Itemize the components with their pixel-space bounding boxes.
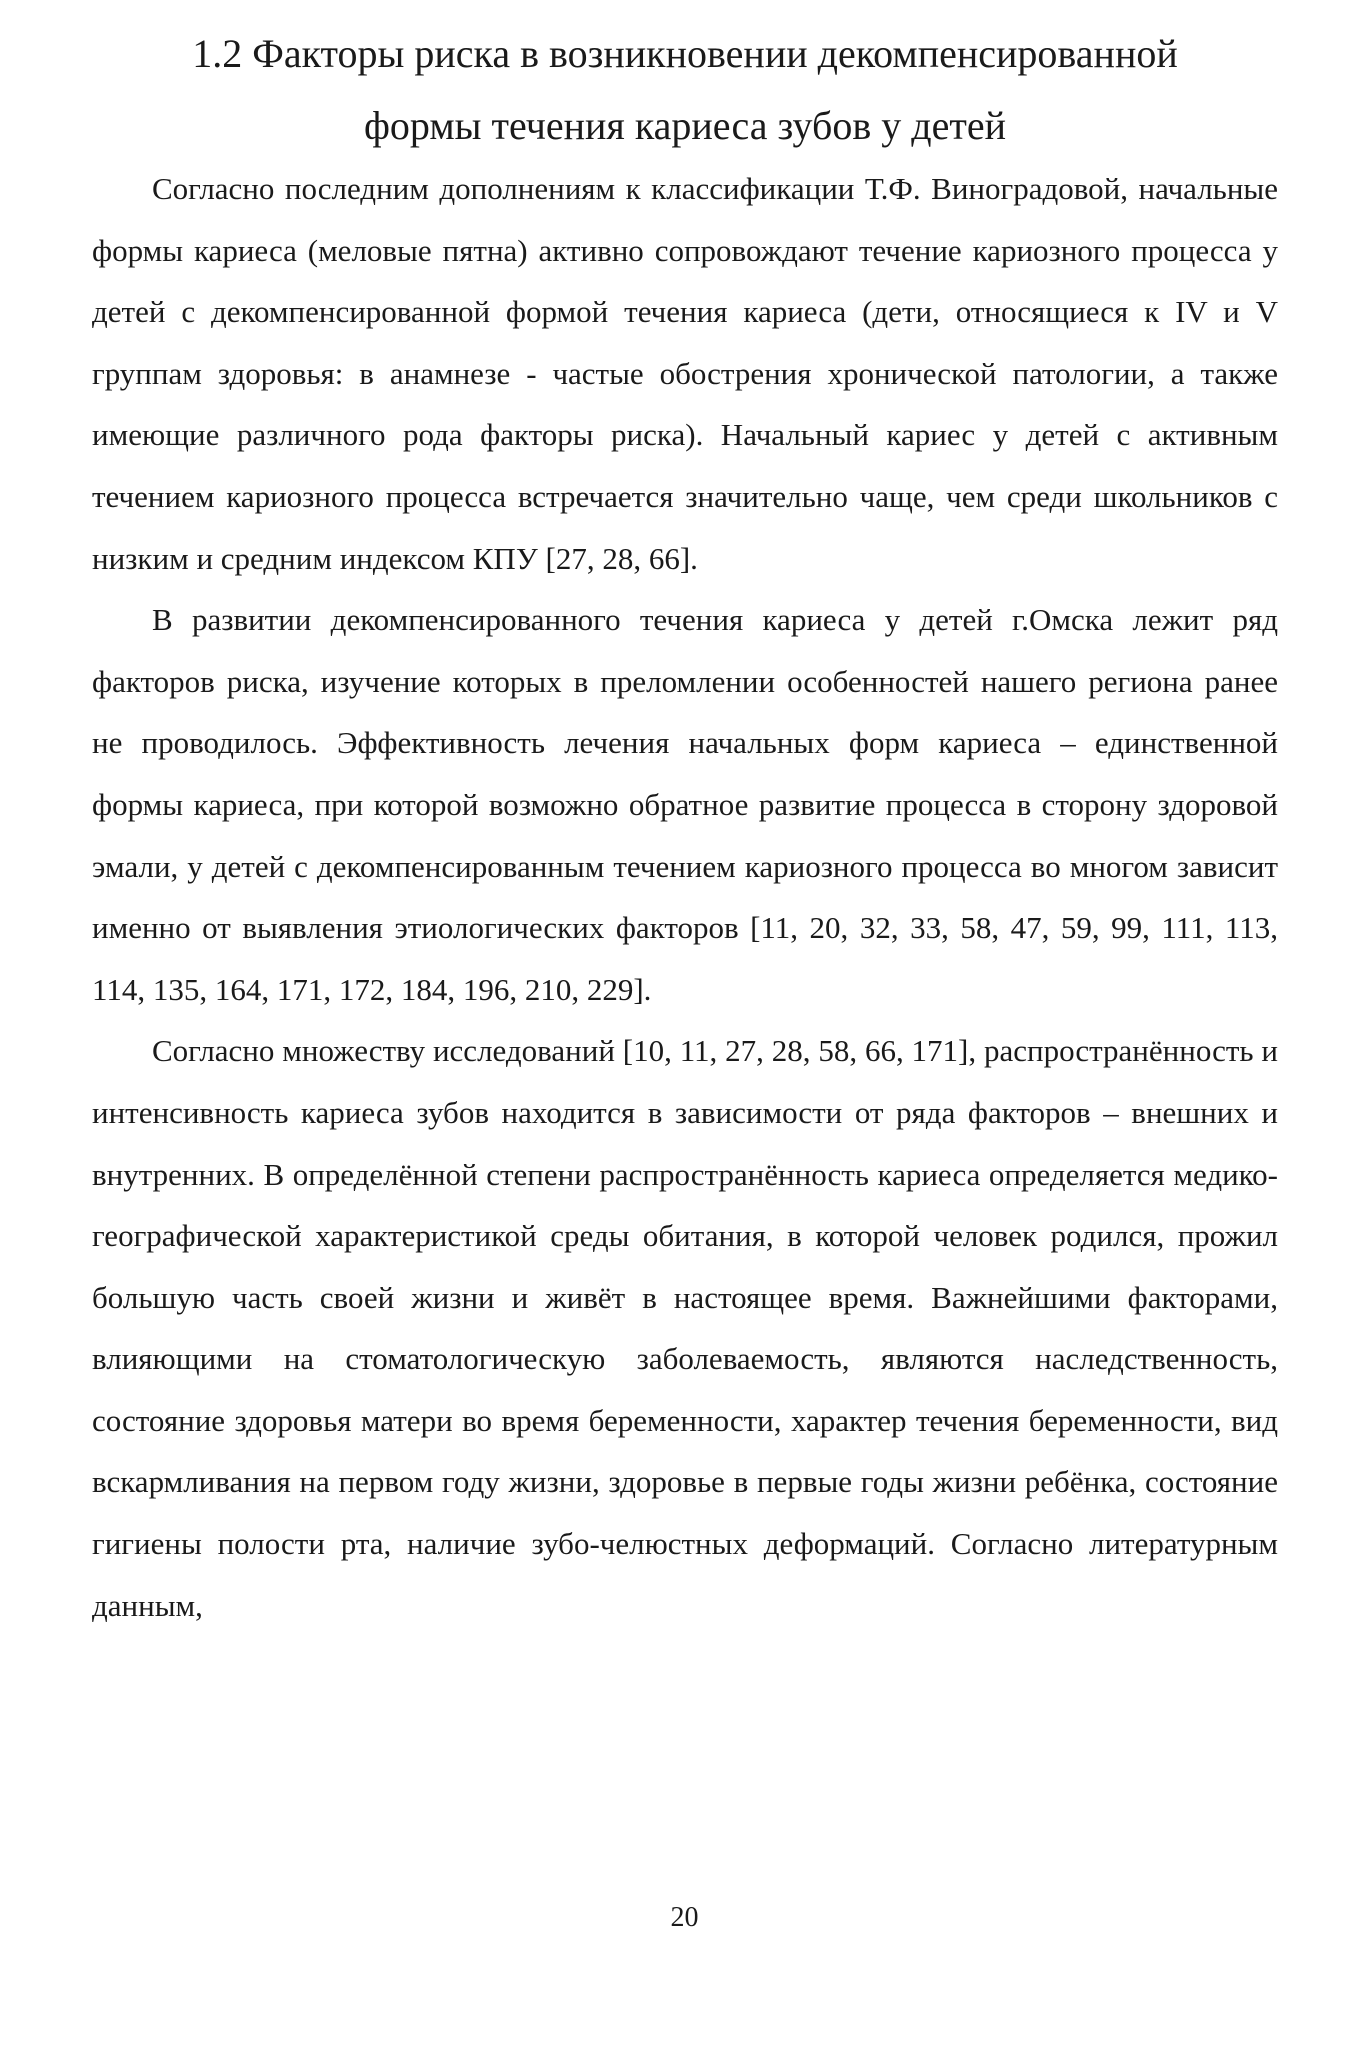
section-heading [90,18,1280,162]
paragraph-3: Согласно множеству исследований [10, 11, 27, 28, 58, 66, 171], распространённость и интенсивность кариеса зубов находится в зависимости от ряда факторов – внешних и внутренних. В определённой степени распространённость кариеса определяется медико-географической характеристикой среды обитания, в которой человек родился, прожил большую часть своей жизни и живёт в настоящее время. Важнейшими факторами, влияющими на стоматологическую заболеваемость, являются наследственность, состояние здоровья матери во время беременности, характер течения беременности, вид вскармливания на первом году жизни, здоровье в первые годы жизни ребёнка, состояние гигиены полости рта, наличие зубо-челюстных деформаций. Согласно литературным данным, [92,1033,1278,1623]
section-heading-line-1: 1.2 Факторы риска в возникновении декомпенсированной [192,31,1178,76]
page-number: 20 [670,1902,699,1933]
paragraph-1: Согласно последним дополнениям к классификации Т.Ф. Виноградовой, начальные формы кариеса (меловые пятна) активно сопровождают течение кариозного процесса у детей с декомпенсированной формой течения кариеса (дети, относящиеся к IV и V группам здоровья: в анамнезе - частые обострения хронической патологии, а также имеющие различного рода факторы риска). Начальный кариес у детей с активным течением кариозного процесса встречается значительно чаще, чем среди школьников с низким и средним индексом КПУ [27, 28, 66]. [92,171,1278,576]
paragraph-2: В развитии декомпенсированного течения кариеса у детей г.Омска лежит ряд факторов риска, изучение которых в преломлении особенностей нашего региона ранее не проводилось. Эффективность лечения начальных форм кариеса – единственной формы кариеса, при которой возможно обратное развитие процесса в сторону здоровой эмали, у детей с декомпенсированным течением кариозного процесса во многом зависит именно от выявления этиологических факторов [11, 20, 32, 33, 58, 47, 59, 99, 111, 113, 114, 135, 164, 171, 172, 184, 196, 210, 229]. [92,602,1278,1007]
section-heading-line-2: формы течения кариеса зубов у детей [364,103,1006,148]
body-text [92,158,1278,1636]
